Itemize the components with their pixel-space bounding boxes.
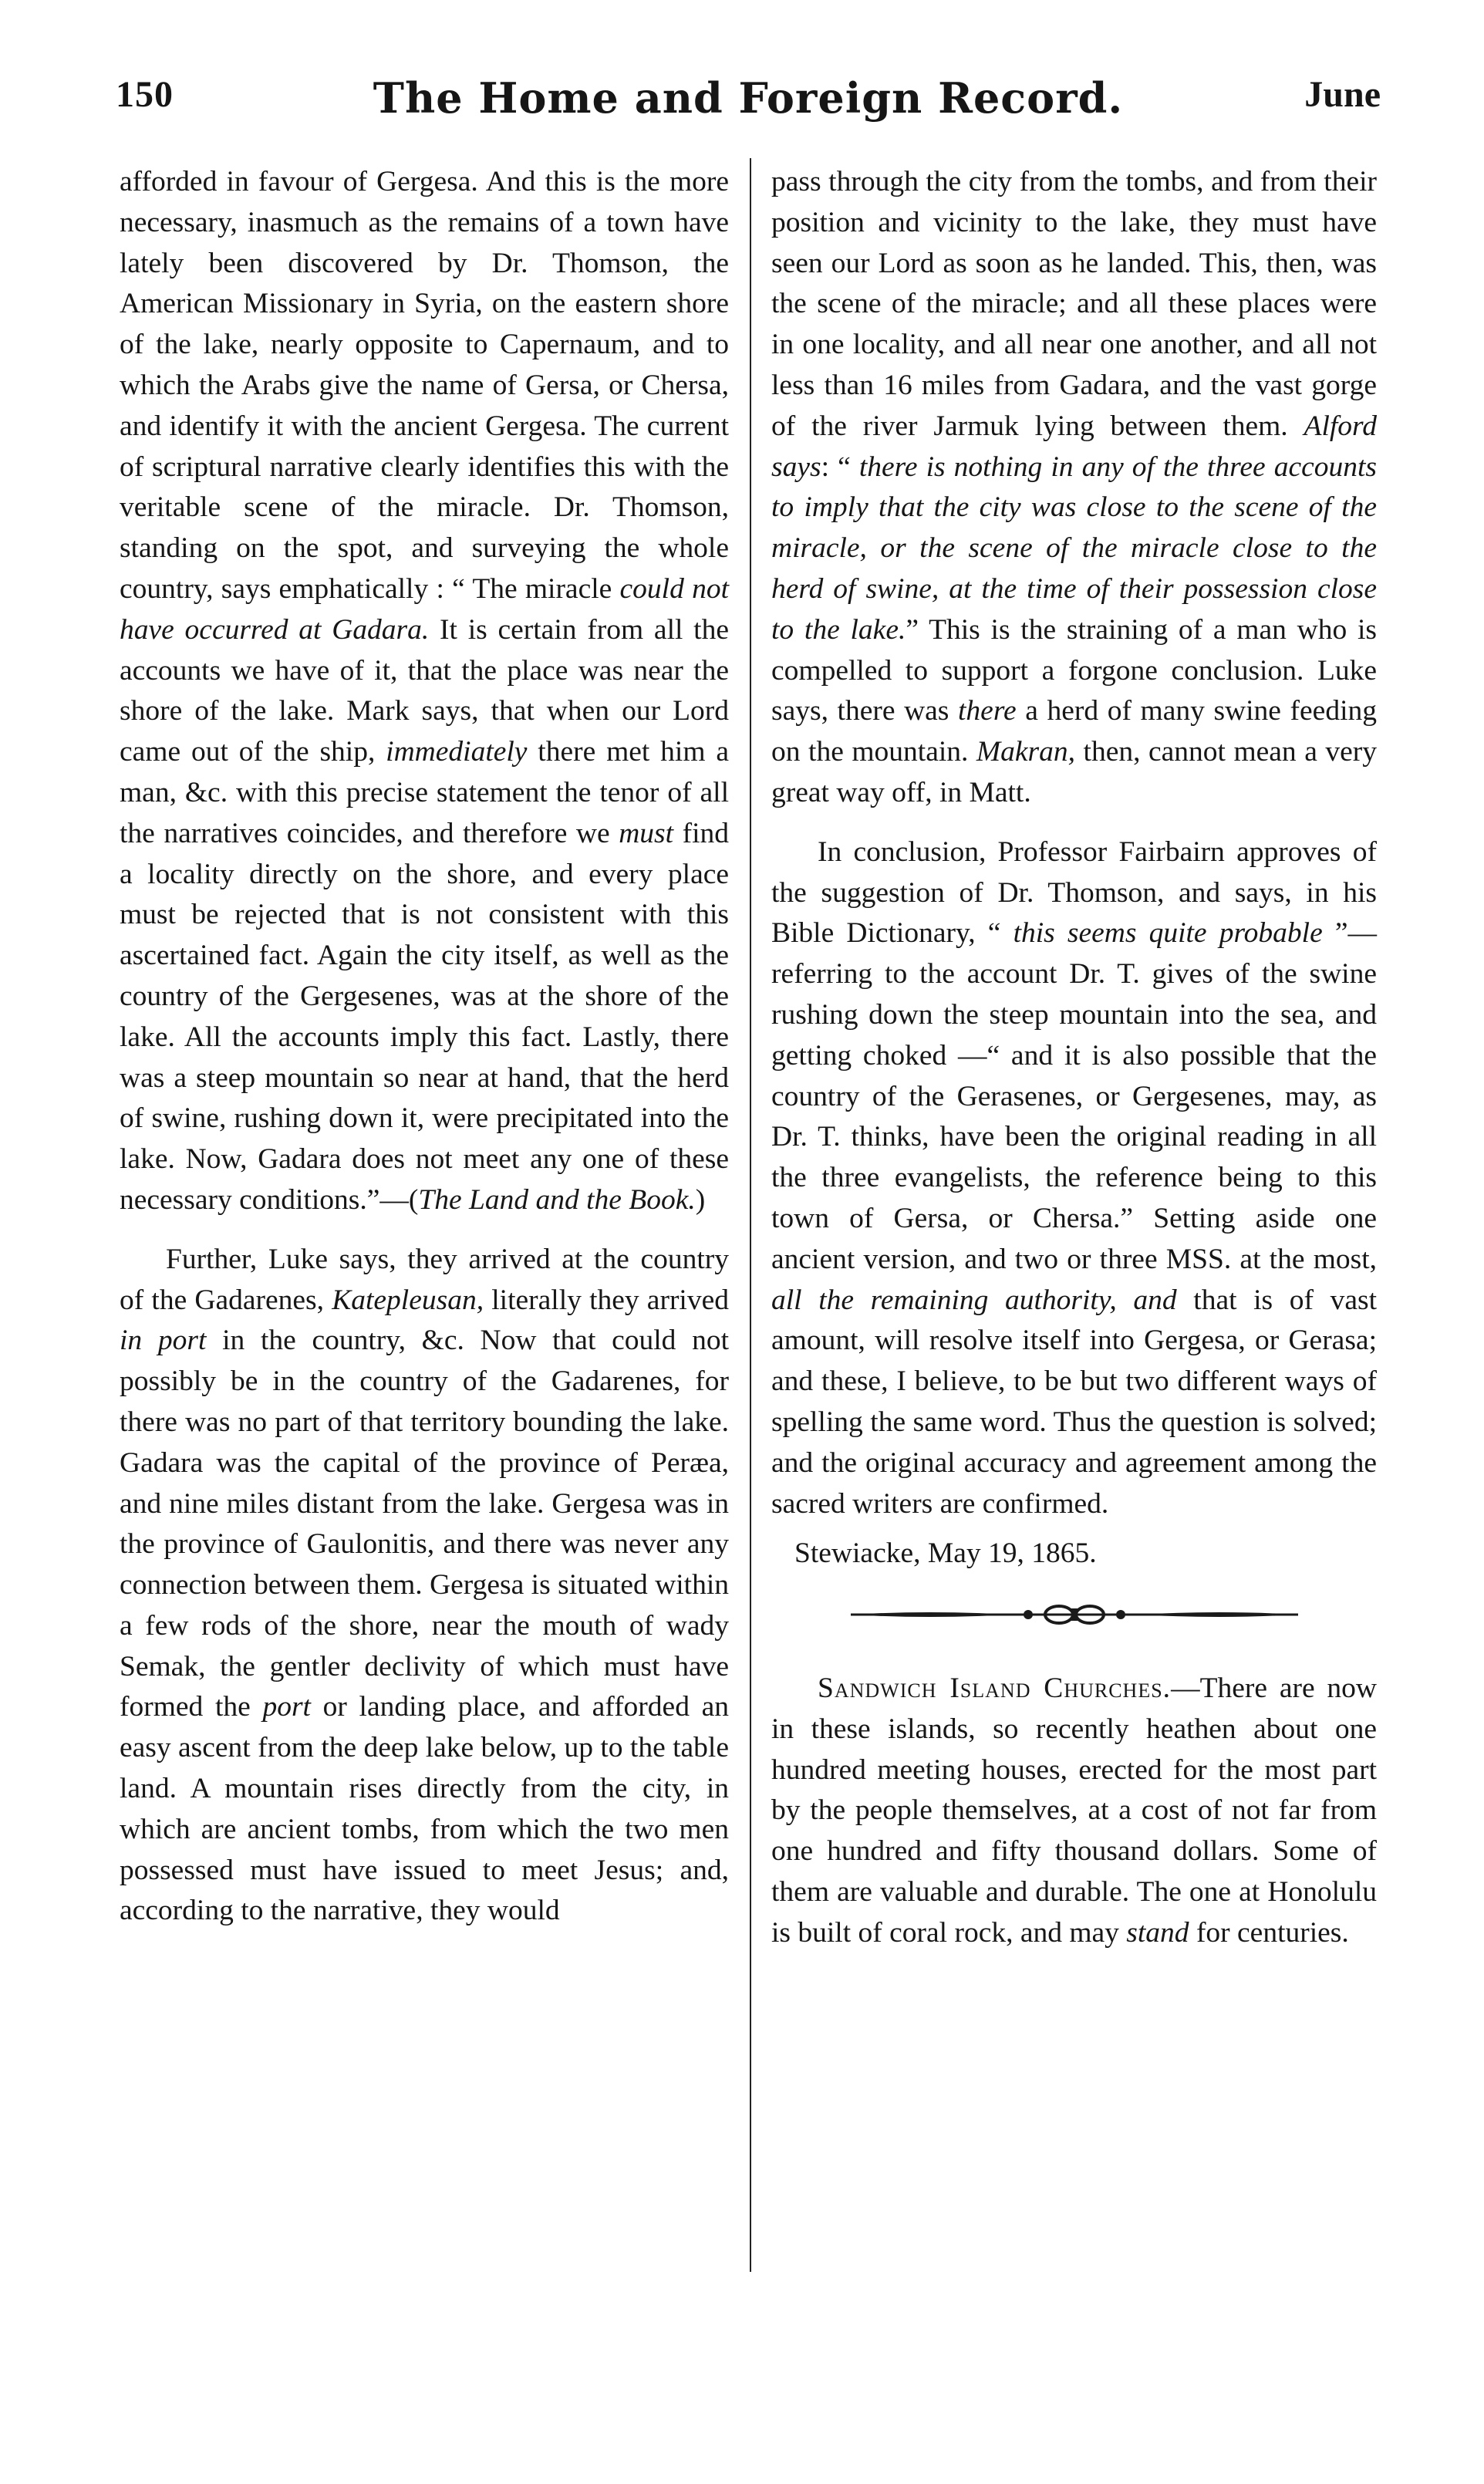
- ornamental-divider: [835, 1591, 1314, 1638]
- text-run: : “: [821, 451, 859, 483]
- issue-month: June: [1304, 74, 1381, 115]
- text-run: a herd of many swine feeding on the mountain.: [771, 695, 1377, 768]
- article-paragraph-5: [771, 1669, 1377, 1954]
- text-run: ” This is the straining of a man who is compelled to support a forgone conclusion. Luke says, there was: [771, 613, 1377, 727]
- italic-run: could not have occurred at Gadara.: [120, 572, 730, 646]
- text-run: Further, Luke says, they arrived at the country of the Gadarenes,: [120, 1243, 729, 1316]
- text-run: that is of vast amount, will resolve itself into Gergesa, or Gerasa; and these, I believe, to be but two different ways of spelling the same word. Thus the question is solved; and the original accuracy and agreement among the sacred writers are confirmed.: [771, 1284, 1378, 1520]
- right-column: [771, 162, 1377, 1954]
- text-run: afforded in favour of Gergesa. And this is the more necessary, inasmuch as the remains of a town have lately been discovered by Dr. Thomson, the American Missionary in Syria, on the eastern shore of the lake, nearly opposite to Capernaum, and to which the Arabs give the name of Gersa, or Chersa, and identify it with the ancient Gergesa. The current of scriptural narrative clearly identifies this with the veritable scene of the miracle. Dr. Thomson, standing on the spot, and surveying the whole country, says emphatically : “ The miracle: [120, 166, 729, 605]
- italic-run: stand: [1126, 1916, 1189, 1949]
- italic-run: all the remaining authority, and: [771, 1284, 1177, 1316]
- italic-run: must: [619, 817, 674, 849]
- italic-run: this seems quite probable: [1013, 917, 1323, 950]
- text-run: for centuries.: [1189, 1916, 1349, 1949]
- text-run: there met him a man, &c. with this precise statement the tenor of all the narratives coincides, and therefore we: [120, 736, 729, 849]
- quotation-run: there is nothing in any of the three accounts to imply that the city was close to the scene of the miracle, or the scene of the miracle close to the herd of swine, at the time of their possession close to the lake.: [771, 451, 1377, 646]
- article-paragraph-2: [120, 1240, 729, 1932]
- text-run: ): [695, 1183, 706, 1216]
- text-run: find a locality directly on the shore, and every place must be rejected that is not consistent with this ascertained fact. Again the city itself, as well as the country of the Gergesenes, was at the shore of the lake. All the accounts imply this fact. Lastly, there was a steep mountain so near at hand, that the herd of swine, rushing down it, were precipitated into the lake. Now, Gadara does not meet any one of these necessary conditions.”—(: [120, 817, 729, 1216]
- article-signoff: Stewiacke, May 19, 1865.: [794, 1537, 1097, 1570]
- text-run: in the country, &c. Now that could not possibly be in the country of the Gadarenes, for there was no part of that territory bounding the lake. Gadara was the capital of the province of Peræa, and nine miles distant from the lake. Gergesa was in the province of Gaulonitis, and there was never any connection between them. Gergesa is situated within a few rods of the shore, near the mouth of wady Semak, the gentler declivity of which must have formed the: [120, 1325, 729, 1723]
- italic-run: immediately: [386, 736, 528, 768]
- article-paragraph-4: [771, 832, 1377, 1525]
- section-heading: Sandwich Island Churches.: [818, 1672, 1172, 1705]
- article-paragraph-3: [771, 162, 1377, 814]
- italic-run: there: [958, 695, 1017, 727]
- italic-run: Makran,: [976, 736, 1076, 768]
- text-run: pass through the city from the tombs, and from their position and vicinity to the lake, they must have seen our Lord as soon as he landed. This, then, was the scene of the miracle; and all these places were in one locality, and all near one another, and all not less than 16 miles from Gadara, and the vast gorge of the river Jarmuk lying between them.: [771, 166, 1377, 442]
- page-number: 150: [116, 74, 174, 115]
- italic-run: Katepleusan,: [332, 1284, 484, 1316]
- left-column: [120, 162, 729, 1932]
- text-run: —There are now in these islands, so recently heathen about one hundred meeting houses, erected for the most part by the people themselves, at a cost of not far from one hundred and fifty thousand dollars. Some of them are valuable and durable. The one at Honolulu is built of coral rock, and may: [771, 1672, 1378, 1949]
- article-paragraph-1: [120, 162, 729, 1221]
- text-run: or landing place, and afforded an easy ascent from the deep lake below, up to the table land. A mountain rises directly from the city, in which are ancient tombs, from which the two men possessed must have issued to meet Jesus; and, according to the narrative, they would: [120, 1691, 729, 1927]
- journal-title: The Home and Foreign Record.: [373, 73, 1124, 123]
- text-run: In conclusion, Professor Fairbairn approves of the suggestion of Dr. Thomson, and says, in his Bible Dictionary, “: [771, 835, 1377, 950]
- text-run: ”— referring to the account Dr. T. gives of the swine rushing down the steep mountain into the sea, and getting choked —“ and it is also possible that the country of the Gerasenes, or Gergesenes, may, as Dr. T. thinks, have been the original reading in all the three evangelists, the reference being to this town of Gersa, or Chersa.” Setting aside one ancient version, and two or three MSS. at the most,: [771, 917, 1377, 1275]
- running-header: [116, 73, 1381, 135]
- italic-run: Alford says: [771, 410, 1377, 483]
- text-run: then, cannot mean a very great way off, in Matt.: [771, 736, 1377, 808]
- column-divider: [750, 158, 751, 2272]
- italic-run: port: [262, 1691, 311, 1723]
- text-run: It is certain from all the accounts we have of it, that the place was near the shore of the lake. Mark says, that when our Lord came out of the ship,: [120, 613, 729, 768]
- italic-run: in port: [120, 1325, 207, 1357]
- citation-run: The Land and the Book.: [418, 1183, 696, 1216]
- text-run: literally they arrived: [484, 1284, 729, 1316]
